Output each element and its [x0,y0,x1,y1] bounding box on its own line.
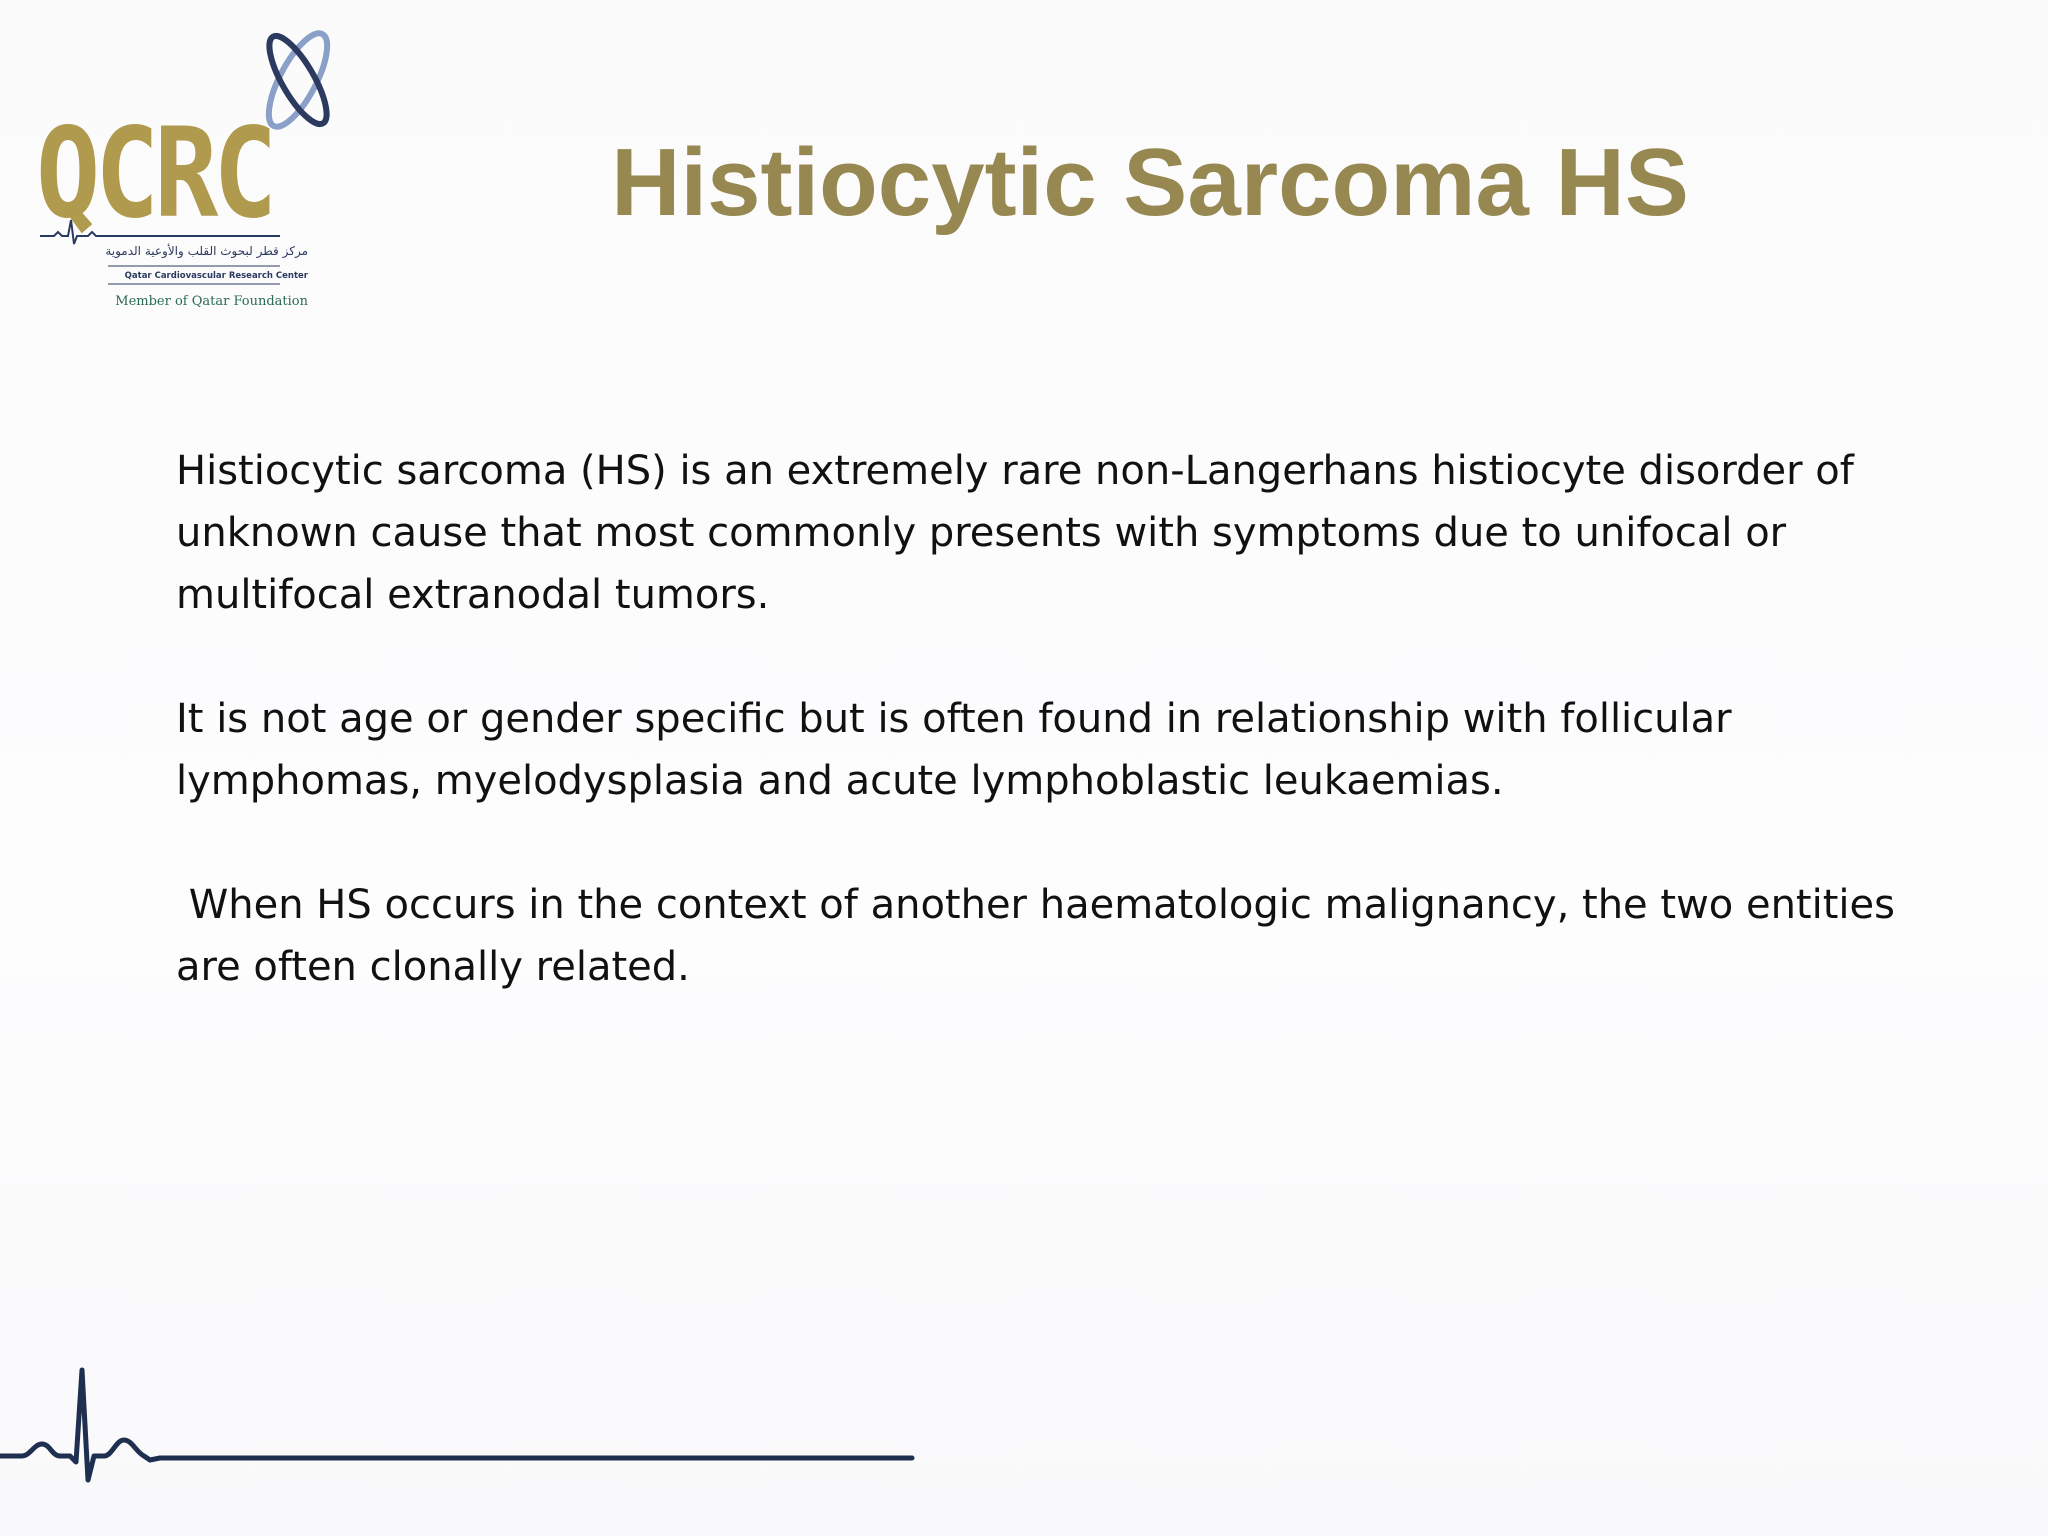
body-paragraph: It is not age or gender specific but is often found in relationship with follicular lymphomas, myelodysplasia and acute lymphoblastic leukaemias. [176,696,1745,804]
ecg-line-decoration [0,1360,920,1490]
slide-title: Histiocytic Sarcoma HS [611,129,1689,236]
body-paragraph: When HS occurs in the context of another haematologic malignancy, the two entities are often clonally related. [176,882,1908,990]
logo-english-name: Qatar Cardiovascular Research Center [124,271,308,281]
logo-wordmark: QCRC [36,102,273,246]
slide-body [176,440,1908,1060]
logo-arabic-name: مركز قطر لبحوث القلب والأوعية الدموية [105,244,308,258]
logo-member-line: Member of Qatar Foundation [115,294,308,309]
qcrc-logo [30,20,350,309]
body-paragraph: Histiocytic sarcoma (HS) is an extremely rare non-Langerhans histiocyte disorder of unknown cause that most commonly presents with symptoms due to unifocal or multifocal extranodal tumors. [176,448,1867,618]
